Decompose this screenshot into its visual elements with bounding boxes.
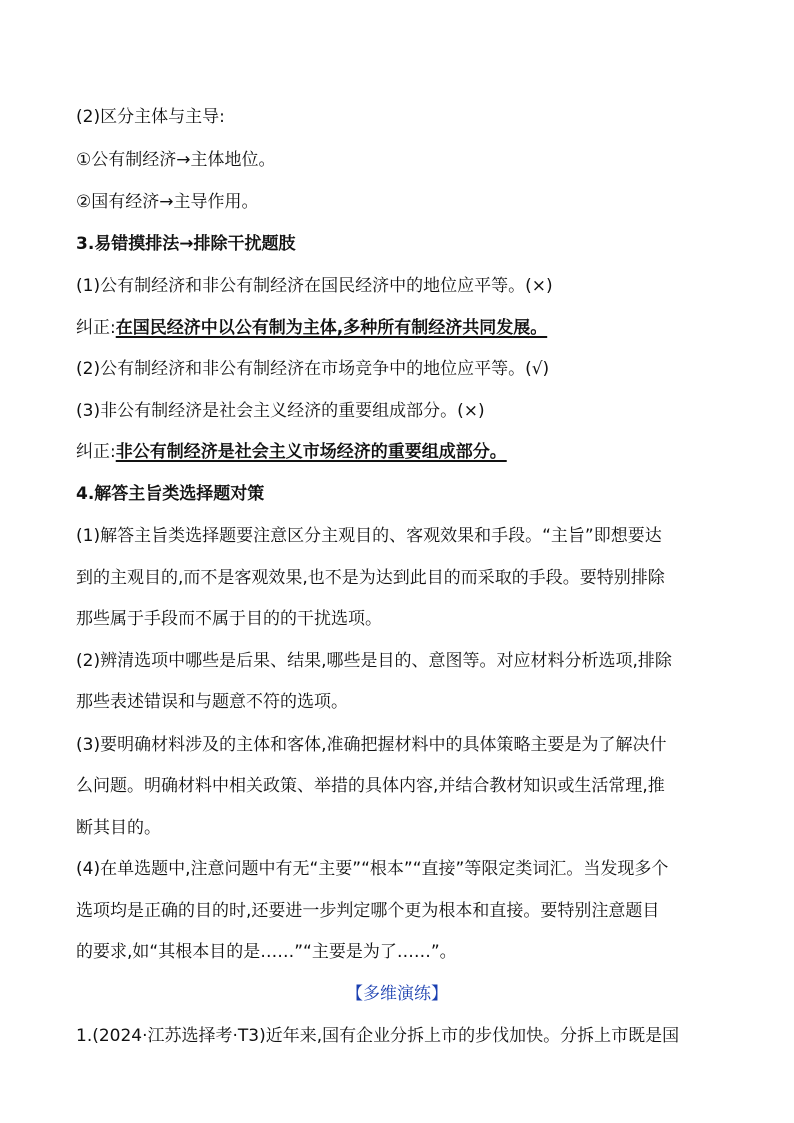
- paragraph-line: 那些属于手段而不属于目的的干扰选项。: [76, 609, 382, 629]
- paragraph-line: 断其目的。: [76, 818, 161, 838]
- paragraph-line: 的要求,如“其根本目的是……”“主要是为了……”。: [76, 942, 457, 962]
- correction-1: [76, 316, 722, 340]
- statement-1: (1)公有制经济和非公有制经济在国民经济中的地位应平等。(×): [76, 276, 553, 296]
- section-heading-error-method: 3.易错摸排法→排除干扰题肢: [76, 234, 296, 254]
- correction-text: 在国民经济中以公有制为主体,多种所有制经济共同发展。: [115, 318, 548, 338]
- statement-3: (3)非公有制经济是社会主义经济的重要组成部分。(×): [76, 401, 485, 421]
- practice-title: 【多维演练】: [346, 984, 448, 1004]
- correction-text: 非公有制经济是社会主义市场经济的重要组成部分。: [115, 442, 507, 462]
- section-heading-purpose-strategy: 4.解答主旨类选择题对策: [76, 484, 265, 504]
- list-item: ②国有经济→主导作用。: [76, 192, 259, 212]
- paragraph-line: 选项均是正确的目的时,还要进一步判定哪个更为根本和直接。要特别注意题目: [76, 901, 660, 921]
- correction-3: [76, 440, 722, 464]
- paragraph-line: (3)要明确材料涉及的主体和客体,准确把握材料中的具体策略主要是为了解决什: [76, 735, 667, 755]
- paragraph-line: 到的主观目的,而不是客观效果,也不是为达到此目的而采取的手段。要特别排除: [76, 568, 665, 588]
- paragraph-line: 那些表述错误和与题意不符的选项。: [76, 692, 348, 712]
- subheading-distinguish: (2)区分主体与主导:: [76, 107, 225, 127]
- paragraph-line: (1)解答主旨类选择题要注意区分主观目的、客观效果和手段。“主旨”即想要达: [76, 526, 662, 546]
- statement-2: (2)公有制经济和非公有制经济在市场竞争中的地位应平等。(√): [76, 359, 550, 379]
- paragraph-line: (2)辨清选项中哪些是后果、结果,哪些是目的、意图等。对应材料分析选项,排除: [76, 651, 672, 671]
- paragraph-line: (4)在单选题中,注意问题中有无“主要”“根本”“直接”等限定类词汇。当发现多个: [76, 859, 669, 879]
- correction-label: 纠正:: [76, 442, 116, 462]
- paragraph-line: 么问题。明确材料中相关政策、举措的具体内容,并结合教材知识或生活常理,推: [76, 776, 665, 796]
- question-1: 1.(2024·江苏选择考·T3)近年来,国有企业分拆上市的步伐加快。分拆上市既是国: [76, 1026, 680, 1046]
- correction-label: 纠正:: [76, 318, 116, 338]
- list-item: ①公有制经济→主体地位。: [76, 150, 276, 170]
